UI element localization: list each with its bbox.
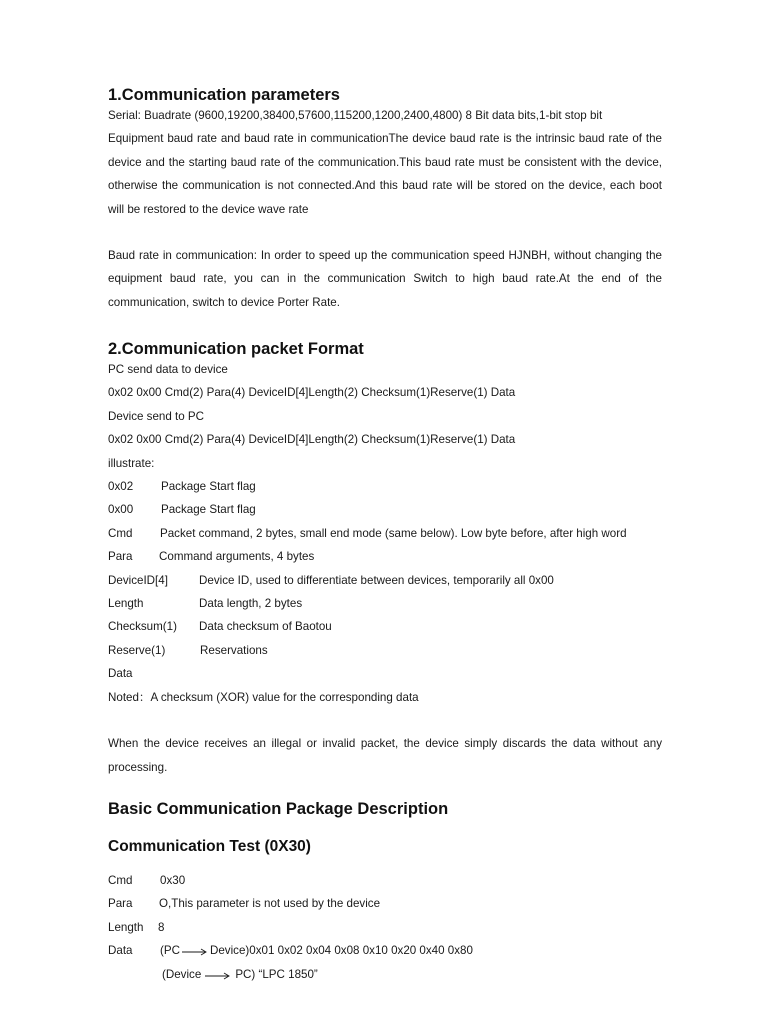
field-key: Data bbox=[108, 667, 133, 681]
field-desc: Packet command, 2 bytes, small end mode (same below). Low byte before, after high word bbox=[160, 526, 627, 540]
data-value-line1 bbox=[160, 939, 662, 962]
data-row bbox=[108, 939, 662, 962]
field-row bbox=[108, 569, 662, 592]
field-key: Checksum(1) bbox=[108, 620, 177, 634]
data-row-continued bbox=[108, 963, 662, 986]
baud-rate-paragraph: Equipment baud rate and baud rate in communicationThe device baud rate is the intrinsic baud rate of the device and the starting baud rate of the communication.This baud rate must be consistent with the device, otherwise the communication is not connected.And this baud rate will be stored on the device, each boot will be restored to the device wave rate bbox=[108, 132, 662, 216]
data-line1-pre: (PC bbox=[160, 944, 180, 958]
cmd-value: 0x30 bbox=[160, 874, 186, 887]
length-key: Length bbox=[108, 920, 144, 934]
field-key: Length bbox=[108, 597, 144, 611]
illustrate-label: illustrate: bbox=[108, 456, 155, 470]
field-desc: Package Start flag bbox=[161, 503, 256, 517]
right-arrow-icon bbox=[205, 970, 231, 980]
right-arrow-icon bbox=[182, 946, 208, 956]
section-heading: 1.Communication parameters bbox=[108, 86, 340, 104]
device-send-format: 0x02 0x00 Cmd(2) Para(4) DeviceID[4]Length(2) Checksum(1)Reserve(1) Data bbox=[108, 433, 516, 447]
field-row bbox=[108, 545, 662, 568]
field-desc: Data checksum of Baotou bbox=[199, 620, 332, 634]
section-heading: Communication Test (0X30) bbox=[108, 838, 311, 855]
data-key: Data bbox=[108, 944, 133, 958]
field-row bbox=[108, 662, 662, 685]
data-line1-post: Device)0x01 0x02 0x04 0x08 0x10 0x20 0x40 0x80 bbox=[209, 944, 473, 958]
field-key: Cmd bbox=[108, 526, 133, 540]
length-row bbox=[108, 916, 662, 939]
section-packet-format bbox=[108, 338, 662, 779]
field-key: 0x02 bbox=[108, 480, 134, 494]
field-row bbox=[108, 592, 662, 615]
field-row bbox=[108, 615, 662, 638]
field-row bbox=[108, 522, 662, 545]
data-value-line2 bbox=[162, 963, 662, 986]
field-key: Para bbox=[108, 550, 133, 564]
field-desc bbox=[160, 662, 662, 685]
indent-spacer bbox=[108, 963, 162, 986]
field-desc: Command arguments, 4 bytes bbox=[159, 550, 315, 564]
section-communication-test bbox=[108, 836, 662, 986]
field-desc: Reservations bbox=[200, 643, 268, 657]
field-desc: Data length, 2 bytes bbox=[199, 597, 303, 611]
discard-paragraph: When the device receives an illegal or invalid packet, the device simply discards the data without any processing. bbox=[108, 737, 662, 774]
field-row bbox=[108, 498, 662, 521]
cmd-key: Cmd bbox=[108, 874, 133, 887]
field-desc: Device ID, used to differentiate between devices, temporarily all 0x00 bbox=[199, 573, 554, 587]
data-line2-pre: (Device bbox=[162, 967, 202, 981]
field-key: DeviceID[4] bbox=[108, 573, 168, 587]
section-basic-package bbox=[108, 798, 662, 820]
field-row bbox=[108, 639, 662, 662]
device-send-label: Device send to PC bbox=[108, 409, 205, 423]
field-desc: Package Start flag bbox=[161, 480, 256, 494]
para-key: Para bbox=[108, 897, 133, 911]
data-line2-post: PC) “LPC 1850” bbox=[235, 967, 318, 981]
serial-line: Serial: Buadrate (9600,19200,38400,57600,115200,1200,2400,4800) 8 Bit data bits,1-bit stop bit bbox=[108, 109, 603, 122]
pc-send-label: PC send data to device bbox=[108, 363, 228, 376]
section-heading: Basic Communication Package Description bbox=[108, 800, 449, 818]
cmd-row bbox=[108, 869, 662, 892]
field-key: Reserve(1) bbox=[108, 643, 166, 657]
section-communication-parameters bbox=[108, 84, 662, 314]
para-value: O,This parameter is not used by the device bbox=[159, 897, 381, 911]
length-value: 8 bbox=[158, 920, 165, 934]
field-key: 0x00 bbox=[108, 503, 134, 517]
field-row bbox=[108, 475, 662, 498]
section-heading: 2.Communication packet Format bbox=[108, 340, 364, 358]
baud-rate-communication-paragraph: Baud rate in communication: In order to speed up the communication speed HJNBH, without changing the equipment baud rate, you can in the communication Switch to high baud rate.At the end of the communication, switch to device Porter Rate. bbox=[108, 249, 662, 309]
para-row bbox=[108, 892, 662, 915]
noted-line: Noted：A checksum (XOR) value for the corresponding data bbox=[108, 690, 419, 704]
pc-send-format: 0x02 0x00 Cmd(2) Para(4) DeviceID[4]Length(2) Checksum(1)Reserve(1) Data bbox=[108, 386, 516, 400]
